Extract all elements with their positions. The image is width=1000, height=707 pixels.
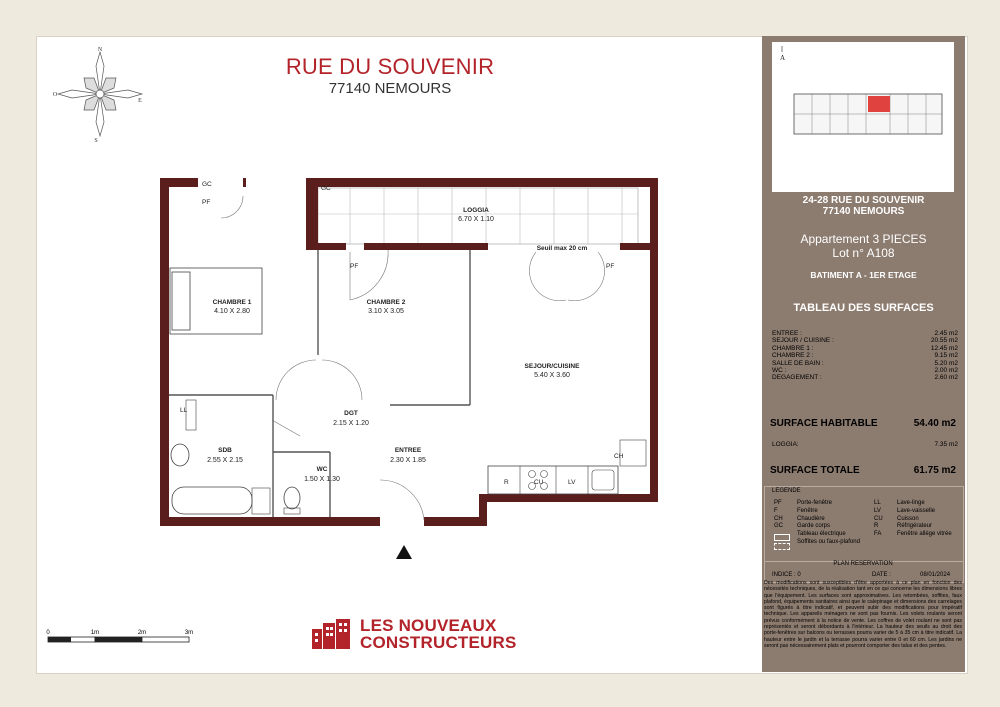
row-label: SALLE DE BAIN : <box>772 359 824 367</box>
entree-dim: 2.30 X 1.85 <box>390 457 426 464</box>
gc-label-2: GC <box>321 185 331 192</box>
compass-s: S <box>94 138 98 144</box>
panel-address-line2: 77140 NEMOURS <box>822 206 905 217</box>
table-row <box>772 374 958 381</box>
scale-2m: 2m <box>137 630 147 636</box>
table-row <box>772 330 958 337</box>
soffit-icon <box>774 543 790 550</box>
row-label: CHAMBRE 2 : <box>772 352 814 360</box>
seuil-label: Seuil max 20 cm <box>536 245 588 252</box>
legend-text: Tableau électrique <box>797 531 846 538</box>
legend-code: CH <box>774 515 783 522</box>
row-label: ENTREE : <box>772 330 802 337</box>
panel-address <box>762 195 965 217</box>
legend-left-swatches <box>774 533 790 550</box>
loggia-dim: 6.70 X 1.10 <box>458 216 494 223</box>
surfaces-table-title: TABLEAU DES SURFACES <box>793 302 934 314</box>
ll-label: LL <box>180 407 188 414</box>
sdb-name: SDB <box>218 447 232 454</box>
legend-text: Cuisson <box>897 515 919 522</box>
legend-code: GC <box>774 523 783 530</box>
cu-label: CU <box>534 479 544 486</box>
scale-0: 0 <box>46 630 50 636</box>
legend-text: Fenêtre allège vitrée <box>897 531 952 538</box>
loggia-surface <box>772 441 958 448</box>
dgt-dim: 2.15 X 1.20 <box>333 420 369 427</box>
building-keyplan <box>772 42 954 192</box>
wc-dim: 1.50 X 1.30 <box>304 476 340 483</box>
apartment-lot: Lot n° A108 <box>832 246 895 260</box>
legend-text: Lave-vaisselle <box>897 507 936 514</box>
row-label: SEJOUR / CUISINE : <box>772 337 834 345</box>
surfaces-table <box>772 330 958 382</box>
ch2-name: CHAMBRE 2 <box>366 299 406 306</box>
floor-plan <box>150 170 670 530</box>
sdb-dim: 2.55 X 2.15 <box>207 457 243 464</box>
legal-notes: Des modifications sont susceptibles d'être apportées à ce plan en fonction des nécessités techniques, de la réalisation tant en ce qui concerne les dimensions libres que l'équipement. Les surfaces sont approximatives. Les retombées, soffites, faux plafond, équipements sanitaires ainsi que le calepinage et dimensions des carrelages sont figurés à titre indicatif, et peuvent subir des modifications pour impératif technique. Les appareils ménagers ne sont pas fournis. Les volets roulants seront prévus conformément à la notice de vente. Les coffres de volet roulant ne sont pas représentés et seront débordants à l'intérieur. La hauteur des seuils au droit des porte-fenêtres sur balcons ou terrasses pourra varier de 5 à 35 cm à titre indicatif. La hauteur entre le jardin et la terrasse pourra varier entre 0 et 60 cm. Les jardins ne seront pas nécessairement plats et pourront comporter des talus et des pentes. <box>764 580 962 649</box>
surface-habitable-label: SURFACE HABITABLE <box>770 418 878 429</box>
legend-right-texts <box>897 500 952 539</box>
scale-1m: 1m <box>90 630 100 636</box>
surface-totale-value: 61.75 m2 <box>913 465 956 476</box>
table-row <box>772 345 958 352</box>
company-logo <box>310 617 517 651</box>
entree-name: ENTREE <box>394 447 422 454</box>
panel-address-line1: 24-28 RUE DU SOUVENIR <box>802 195 925 206</box>
legend-text: Fenêtre <box>797 507 818 514</box>
ch2-dim: 3.10 X 3.05 <box>368 308 404 315</box>
date-label: DATE : <box>872 572 891 578</box>
legend-code: PF <box>774 500 782 506</box>
pf-label-2: PF <box>350 263 359 270</box>
loggia-surface-label: LOGGIA: <box>772 441 799 448</box>
ch1-name: CHAMBRE 1 <box>212 299 252 306</box>
row-label: CHAMBRE 1 : <box>772 344 814 352</box>
scale-bar <box>45 625 205 651</box>
legend-left-codes <box>774 500 783 531</box>
legend-text: Soffites ou faux-plafond <box>797 538 860 545</box>
row-value: 20.55 m2 <box>930 337 958 345</box>
row-value: 2.00 m2 <box>934 367 958 375</box>
legend-code: LV <box>874 507 881 514</box>
gc-label: GC <box>202 181 212 188</box>
entrance-arrow-icon <box>396 545 412 559</box>
legend-text: Réfrigérateur <box>897 523 933 530</box>
logo-building-icon <box>310 617 354 651</box>
legend-code: R <box>874 523 879 530</box>
lv-label: LV <box>568 479 576 486</box>
legend-left-texts <box>797 500 860 547</box>
compass-rose-icon <box>50 44 150 144</box>
row-label: WC : <box>772 367 787 375</box>
row-label: DEGAGEMENT : <box>772 374 822 382</box>
sejour-name: SEJOUR/CUISINE <box>524 363 580 370</box>
legend-text: Porte-fenêtre <box>797 500 833 506</box>
scale-3m: 3m <box>184 630 194 636</box>
keyplan-drawing <box>772 42 954 192</box>
pf-label-3: PF <box>606 263 615 270</box>
surface-totale-label: SURFACE TOTALE <box>770 465 860 476</box>
compass-e: E <box>138 98 142 104</box>
row-value: 2.60 m2 <box>934 374 958 382</box>
apartment-type: Appartement 3 PIECES <box>800 232 927 246</box>
page-subtitle: 77140 NEMOURS <box>328 80 452 97</box>
surface-habitable <box>770 418 956 429</box>
legend-code: CU <box>874 515 883 522</box>
table-row <box>772 360 958 367</box>
wc-name: WC <box>316 466 328 473</box>
apartment-info <box>762 232 965 260</box>
row-value: 5.20 m2 <box>934 359 958 367</box>
compass-o: O <box>52 92 58 98</box>
table-row <box>772 352 958 359</box>
legend-code: F <box>774 507 778 514</box>
pf-label: PF <box>202 199 211 206</box>
surface-habitable-value: 54.40 m2 <box>913 418 956 429</box>
plan-reservation-title: PLAN RESERVATION <box>833 561 893 567</box>
keyplan-a-label: A <box>780 54 786 62</box>
row-value: 2.45 m2 <box>934 330 958 337</box>
loggia-surface-value: 7.35 m2 <box>934 441 958 448</box>
logo-line2: CONSTRUCTEURS <box>360 633 517 652</box>
table-row <box>772 337 958 344</box>
legend-code: FA <box>874 531 882 538</box>
r-label: R <box>504 479 509 486</box>
dgt-name: DGT <box>344 410 358 417</box>
surface-totale <box>770 465 956 476</box>
legend-title: LEGENDE <box>772 488 801 494</box>
row-value: 9.15 m2 <box>934 352 958 360</box>
logo-line1: LES NOUVEAUX <box>360 616 497 635</box>
indice-label: INDICE : 0 <box>772 572 801 578</box>
page-title: RUE DU SOUVENIR <box>285 54 495 79</box>
sejour-dim: 5.40 X 3.60 <box>534 372 570 379</box>
legend-text: Lave-linge <box>897 500 925 506</box>
ch1-dim: 4.10 X 2.80 <box>214 308 250 315</box>
table-row <box>772 367 958 374</box>
row-value: 12.45 m2 <box>930 344 958 352</box>
batiment-label: BATIMENT A - 1ER ETAGE <box>810 270 917 280</box>
legend-text: Chaudière <box>797 515 825 522</box>
compass-n: N <box>97 47 103 53</box>
ch-label: CH <box>614 453 624 460</box>
date-value: 08/01/2024 <box>920 572 951 578</box>
electric-panel-icon <box>774 534 790 541</box>
loggia-name: LOGGIA <box>463 207 489 214</box>
legend-right-codes <box>874 500 883 539</box>
legend-code: LL <box>874 500 881 506</box>
legend-text: Garde corps <box>797 523 831 530</box>
